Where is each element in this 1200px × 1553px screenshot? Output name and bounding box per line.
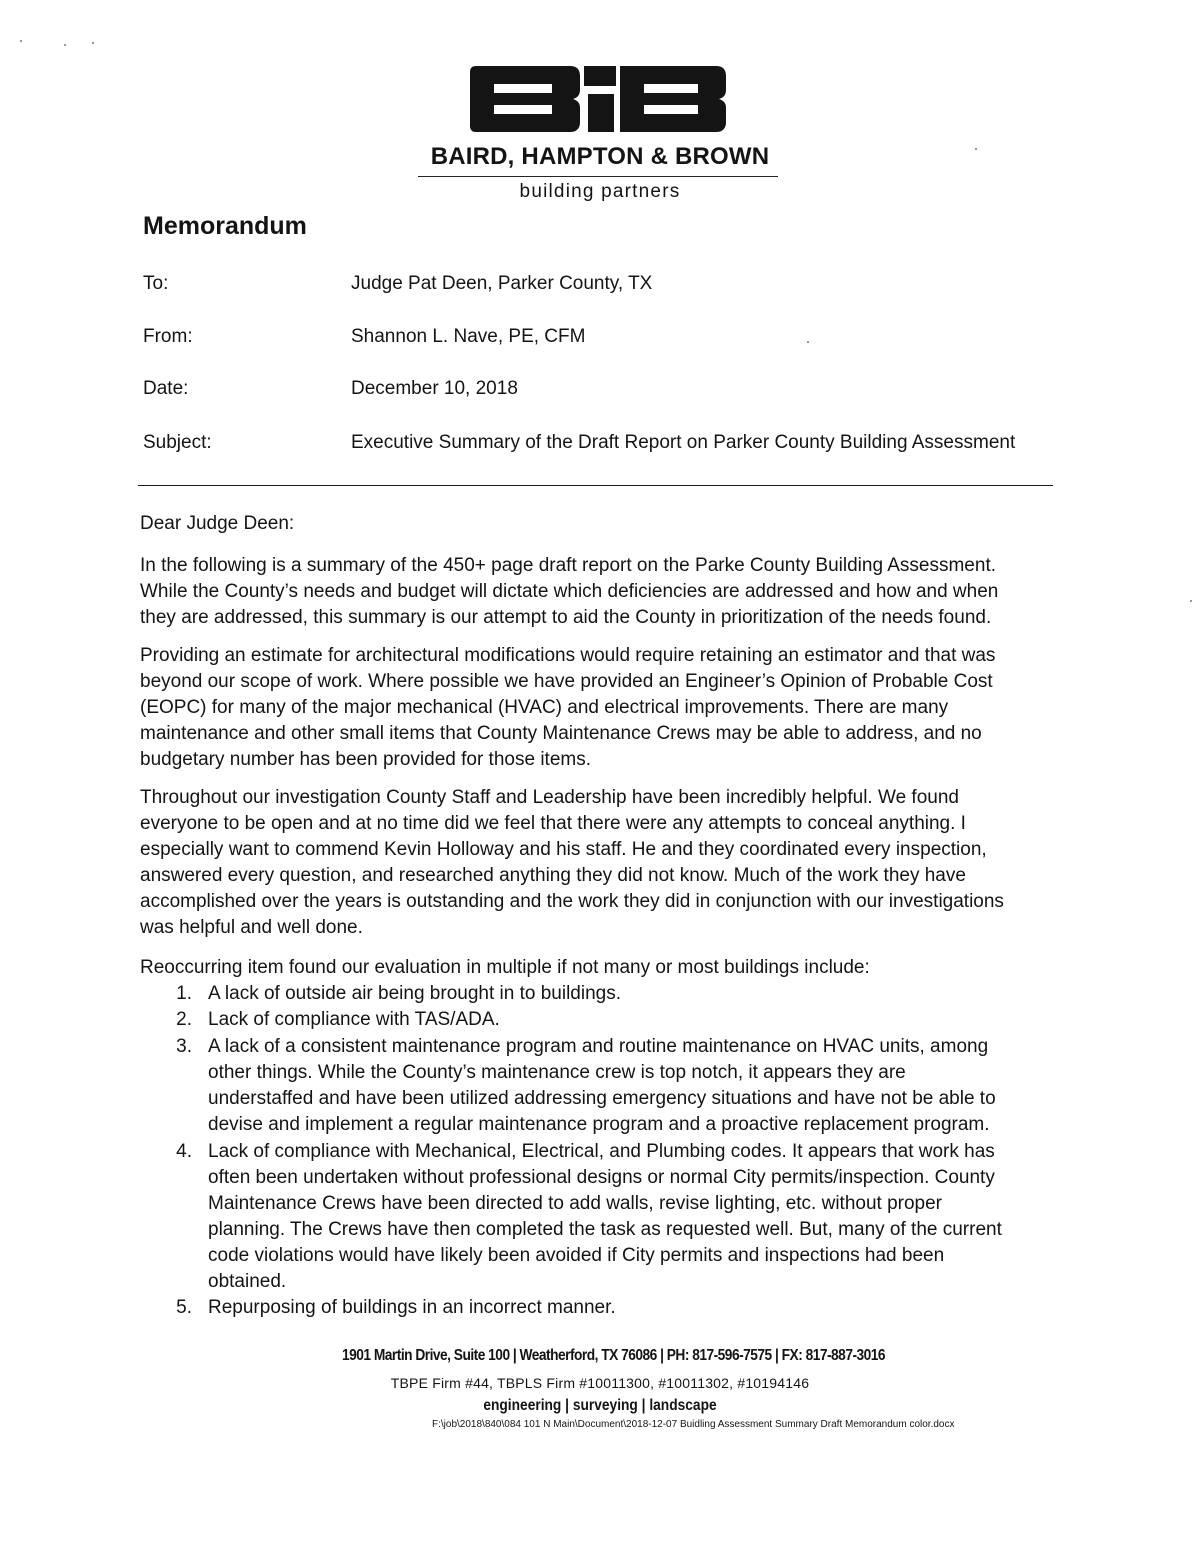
paragraph-line: accomplished over the years is outstanding and the work they did in conjunction with our investigations: [140, 891, 1004, 912]
subject-value: Executive Summary of the Draft Report on Parker County Building Assessment: [351, 432, 1016, 453]
paragraph-line: While the County’s needs and budget will dictate which deficiencies are addressed and how and when: [140, 581, 999, 602]
list-item-line: A lack of a consistent maintenance program and routine maintenance on HVAC units, among: [208, 1036, 989, 1057]
paragraph-line: (EOPC) for many of the major mechanical (HVAC) and electrical improvements. There are many: [140, 697, 949, 718]
company-logo-icon: [470, 66, 726, 132]
list-item: [208, 1034, 1068, 1138]
company-name: BAIRD, HAMPTON & BROWN: [430, 143, 770, 170]
footer-file-path: F:\job\2018\840\084 101 N Main\Document\2018-12-07 Buidling Assessment Summary Draft Memorandum color.docx: [432, 1419, 955, 1430]
paragraph-line: In the following is a summary of the 450+ page draft report on the Parke County Building Assessment.: [140, 555, 997, 576]
paragraph-summary: [140, 553, 1060, 631]
to-label: To:: [143, 273, 169, 294]
to-value: Judge Pat Deen, Parker County, TX: [351, 273, 653, 294]
from-label: From:: [143, 326, 193, 347]
letterhead-rule: [418, 176, 778, 177]
paragraph-estimate: [140, 643, 1060, 773]
list-item: [208, 1139, 1068, 1295]
paragraph-acknowledgement: [140, 785, 1060, 941]
paragraph-line: everyone to be open and at no time did we feel that there were any attempts to conceal anything. I: [140, 813, 966, 834]
scan-speck: [975, 148, 977, 150]
list-item-line: often been undertaken without professional designs or normal City permits/inspection. County: [208, 1167, 995, 1188]
paragraph-line: answered every question, and researched anything they did not know. Much of the work they have: [140, 865, 966, 886]
date-value: December 10, 2018: [351, 378, 518, 399]
list-item-line: Lack of compliance with Mechanical, Electrical, and Plumbing codes. It appears that work has: [208, 1141, 995, 1162]
from-value: Shannon L. Nave, PE, CFM: [351, 326, 586, 347]
list-item-line: Maintenance Crews have been directed to add walls, revise lighting, etc. without proper: [208, 1193, 943, 1214]
memo-title: Memorandum: [143, 212, 307, 240]
list-item-line: other things. While the County’s maintenance crew is top notch, it appears they are: [208, 1062, 906, 1083]
list-item-line: Lack of compliance with TAS/ADA.: [208, 1009, 500, 1030]
paragraph-line: Providing an estimate for architectural modifications would require retaining an estimator and that was: [140, 645, 996, 666]
scan-speck: [92, 42, 94, 44]
footer-address: 1901 Martin Drive, Suite 100 | Weatherford, TX 76086 | PH: 817-596-7575 | FX: 817-887-3016: [342, 1347, 886, 1364]
scan-speck: [64, 44, 66, 46]
company-tagline: building partners: [519, 181, 681, 202]
list-item-line: code violations would have likely been avoided if City permits and inspections had been: [208, 1245, 945, 1266]
paragraph-line: especially want to commend Kevin Holloway and his staff. He and they coordinated every inspection,: [140, 839, 987, 860]
list-item-line: understaffed and have been utilized addressing emergency situations and have not be able to: [208, 1088, 996, 1109]
memo-divider: [138, 485, 1053, 486]
list-item: [208, 1295, 1068, 1321]
scan-speck: [20, 40, 22, 42]
paragraph-line: budgetary number has been provided for those items.: [140, 749, 591, 770]
list-item-line: devise and implement a regular maintenance program and a proactive replacement program.: [208, 1114, 990, 1135]
list-item-line: planning. The Crews have then completed the task as requested well. But, many of the current: [208, 1219, 1002, 1240]
list-item: [208, 1007, 1068, 1033]
list-item: [208, 981, 1068, 1007]
subject-label: Subject:: [143, 432, 212, 453]
list-number: 2.: [176, 1009, 192, 1030]
scan-speck: [807, 341, 809, 343]
list-intro: Reoccurring item found our evaluation in multiple if not many or most buildings include:: [140, 957, 870, 978]
list-item-line: obtained.: [208, 1271, 287, 1292]
paragraph-line: they are addressed, this summary is our attempt to aid the County in prioritization of the needs found.: [140, 607, 992, 628]
list-item-line: Repurposing of buildings in an incorrect manner.: [208, 1297, 616, 1318]
list-number: 5.: [176, 1297, 192, 1318]
salutation: Dear Judge Deen:: [140, 513, 295, 534]
footer-services: engineering | surveying | landscape: [483, 1397, 717, 1414]
list-number: 3.: [176, 1036, 192, 1057]
list-number: 1.: [176, 983, 192, 1004]
paragraph-line: Throughout our investigation County Staff and Leadership have been incredibly helpful. We found: [140, 787, 959, 808]
paragraph-line: beyond our scope of work. Where possible we have provided an Engineer’s Opinion of Probable Cost: [140, 671, 993, 692]
scan-speck: [1190, 600, 1192, 602]
footer-firm-numbers: TBPE Firm #44, TBPLS Firm #10011300, #10011302, #10194146: [390, 1375, 810, 1391]
paragraph-line: was helpful and well done.: [140, 917, 363, 938]
list-number: 4.: [176, 1141, 192, 1162]
paragraph-line: maintenance and other small items that County Maintenance Crews may be able to address, and no: [140, 723, 982, 744]
date-label: Date:: [143, 378, 189, 399]
list-item-line: A lack of outside air being brought in to buildings.: [208, 983, 621, 1004]
